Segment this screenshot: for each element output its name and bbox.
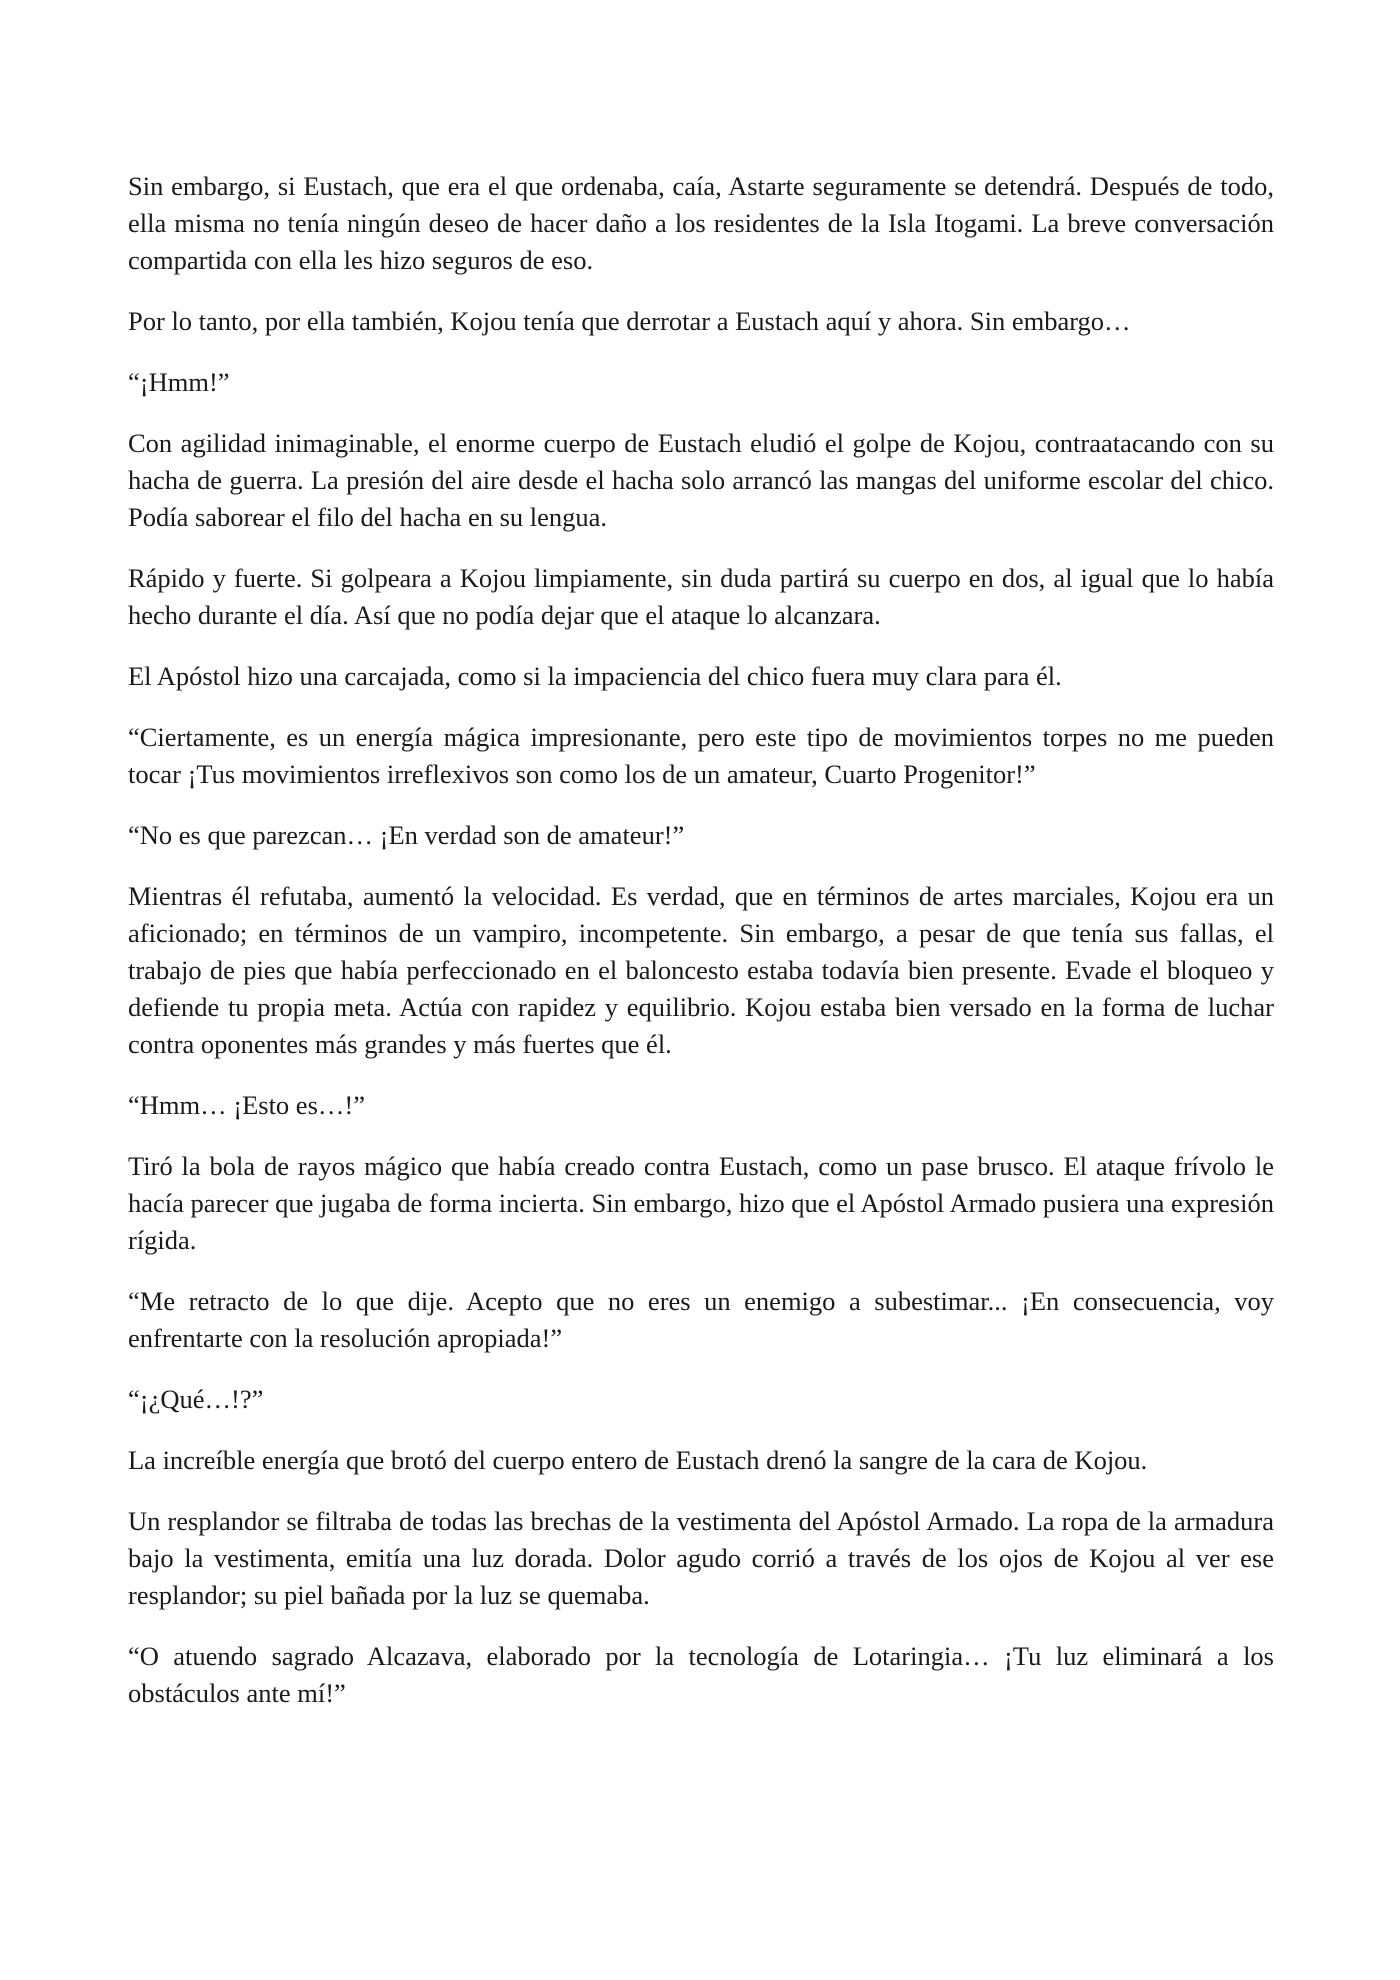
paragraph: Rápido y fuerte. Si golpeara a Kojou limpiamente, sin duda partirá su cuerpo en dos, al igual que lo había hecho durante el día. Así que no podía dejar que el ataque lo alcanzara. <box>128 563 1274 630</box>
paragraph: Mientras él refutaba, aumentó la velocidad. Es verdad, que en términos de artes marciales, Kojou era un aficionado; en términos de un vampiro, incompetente. Sin embargo, a pesar de que tenía sus fallas, el trabajo de pies que había perfeccionado en el baloncesto estaba todavía bien presente. Evade el bloqueo y defiende tu propia meta. Actúa con rapidez y equilibrio. Kojou estaba bien versado en la forma de luchar contra oponentes más grandes y más fuertes que él. <box>128 881 1274 1059</box>
dialogue-line: “¡¿Qué…!?” <box>128 1384 264 1414</box>
paragraph: Sin embargo, si Eustach, que era el que ordenaba, caía, Astarte seguramente se detendrá. Después de todo, ella misma no tenía ningún deseo de hacer daño a los residentes de la Isla Itogami. La breve conversación compartida con ella les hizo seguros de eso. <box>128 171 1274 275</box>
dialogue-line: “O atuendo sagrado Alcazava, elaborado por la tecnología de Lotaringia… ¡Tu luz eliminará a los obstáculos ante mí!” <box>128 1641 1274 1708</box>
dialogue-line: “Ciertamente, es un energía mágica impresionante, pero este tipo de movimientos torpes no me pueden tocar ¡Tus movimientos irreflexivos son como los de un amateur, Cuarto Progenitor!” <box>128 722 1274 789</box>
dialogue-line: “Hmm… ¡Esto es…!” <box>128 1090 365 1120</box>
paragraph: Con agilidad inimaginable, el enorme cuerpo de Eustach eludió el golpe de Kojou, contraatacando con su hacha de guerra. La presión del aire desde el hacha solo arrancó las mangas del uniforme escolar del chico. Podía saborear el filo del hacha en su lengua. <box>128 428 1274 532</box>
dialogue-line: “No es que parezcan… ¡En verdad son de amateur!” <box>128 820 685 850</box>
paragraph: Un resplandor se filtraba de todas las brechas de la vestimenta del Apóstol Armado. La ropa de la armadura bajo la vestimenta, emitía una luz dorada. Dolor agudo corrió a través de los ojos de Kojou al ver ese resplandor; su piel bañada por la luz se quemaba. <box>128 1506 1274 1610</box>
dialogue-line: “¡Hmm!” <box>128 367 230 397</box>
dialogue-line: “Me retracto de lo que dije. Acepto que no eres un enemigo a subestimar... ¡En consecuencia, voy enfrentarte con la resolución apropiada!” <box>128 1286 1274 1353</box>
paragraph: La increíble energía que brotó del cuerpo entero de Eustach drenó la sangre de la cara de Kojou. <box>128 1445 1148 1475</box>
document-page <box>128 168 1274 1736</box>
paragraph: Por lo tanto, por ella también, Kojou tenía que derrotar a Eustach aquí y ahora. Sin embargo… <box>128 306 1131 336</box>
paragraph: El Apóstol hizo una carcajada, como si la impaciencia del chico fuera muy clara para él. <box>128 661 1062 691</box>
paragraph: Tiró la bola de rayos mágico que había creado contra Eustach, como un pase brusco. El ataque frívolo le hacía parecer que jugaba de forma incierta. Sin embargo, hizo que el Apóstol Armado pusiera una expresión rígida. <box>128 1151 1274 1255</box>
